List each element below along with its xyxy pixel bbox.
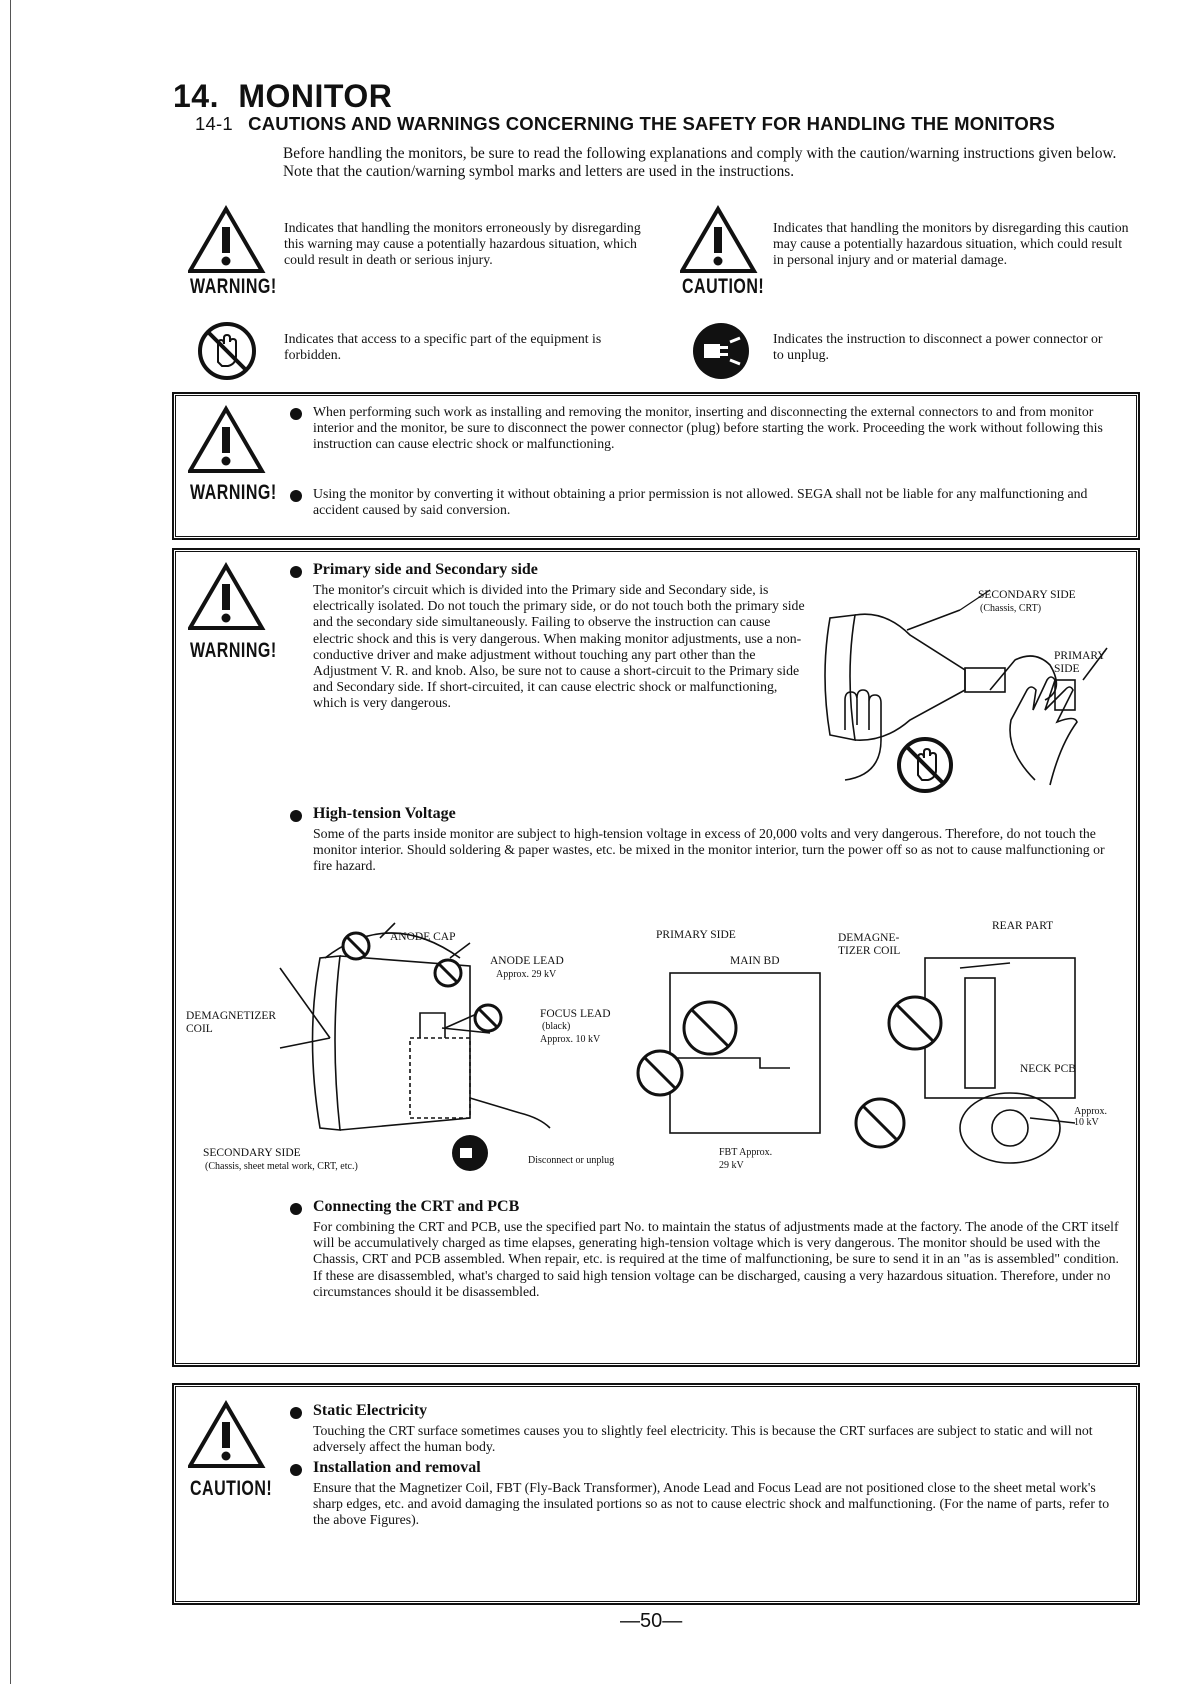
label-approx-line1: Approx. — [1074, 1106, 1108, 1117]
page-margin-line — [10, 0, 11, 1684]
bullet-icon — [290, 1464, 302, 1476]
caution-triangle-icon — [680, 205, 760, 275]
bullet-icon — [290, 810, 302, 822]
warning-description: Indicates that handling the monitors erroneously by disregarding this warning may cause a potentially hazardous situation, which could result in death or serious injury. — [284, 220, 641, 268]
label-secondary-side-bottom-sub: (Chassis, sheet metal work, CRT, etc.) — [205, 1161, 358, 1172]
label-focus-lead: FOCUS LEAD — [540, 1008, 611, 1020]
page-number: —50— — [620, 1610, 683, 1632]
primary-secondary-heading: Primary side and Secondary side — [313, 561, 538, 578]
intro-paragraph: Before handling the monitors, be sure to read the following explanations and comply with the caution/warning instructions given below. Note that the caution/warning symbol marks and letters are used in the instructions. — [283, 145, 1117, 180]
label-primary-side-bottom: PRIMARY SIDE — [656, 929, 736, 941]
section-number: 14. — [173, 78, 219, 114]
label-secondary-side-bottom: SECONDARY SIDE — [203, 1147, 301, 1159]
warning-triangle-icon — [188, 405, 268, 475]
caution-description: Indicates that handling the monitors by disregarding this caution may cause a potentially hazardous situation, which could result in personal injury and or material damage. — [773, 220, 1129, 268]
bullet-icon — [290, 566, 302, 578]
box1-warning-label: WARNING! — [190, 482, 277, 505]
section-heading — [173, 78, 392, 115]
high-tension-heading: High-tension Voltage — [313, 805, 456, 822]
warning-triangle-icon — [188, 562, 268, 632]
primary-secondary-text: The monitor's circuit which is divided into the Primary side and Secondary side, is electrically isolated. Do not touch the primary side, or do not touch both the primary side and the secondary side simultaneously. Failing to observe the instruction can cause electric shock and this is very dangerous. When making monitor adjustments, use a non-conductive driver and make adjustment without touching any part other than the Adjustment V. R. and knob. Also, be sure not to cause a short-circuit to the Primary side and Secondary side. If short-circuited, it can cause electric shock or malfunctioning, which is very dangerous. — [313, 582, 805, 711]
label-anode-cap: ANODE CAP — [390, 931, 456, 943]
label-fbt-line2: 29 kV — [719, 1160, 744, 1171]
unplug-description: Indicates the instruction to disconnect a power connector or to unplug. — [773, 331, 1103, 363]
high-tension-text: Some of the parts inside monitor are subject to high-tension voltage in excess of 20,000 volts and very dangerous. Therefore, do not touch the monitor interior. Should soldering & paper wastes, etc. be mixed in the monitor interior, turn the power off so as not to cause malfunctioning or fire hazard. — [313, 826, 1105, 874]
bullet-icon — [290, 1203, 302, 1215]
box3-caution-label: CAUTION! — [190, 1478, 273, 1501]
label-demagnetizer-coil-line1: DEMAGNE- — [838, 932, 900, 944]
subsection-title: CAUTIONS AND WARNINGS CONCERNING THE SAFETY FOR HANDLING THE MONITORS — [248, 113, 1056, 134]
label-rear-part: REAR PART — [992, 920, 1054, 932]
static-electricity-text: Touching the CRT surface sometimes causes you to slightly feel electricity. This is because the CRT surfaces are subject to static and will not adversely affect the human body. — [313, 1423, 1093, 1455]
label-demagnetizer-line2: COIL — [186, 1023, 213, 1035]
label-main-bd: MAIN BD — [730, 955, 780, 967]
label-fbt-line1: FBT Approx. — [719, 1147, 773, 1158]
crt-pcb-text: For combining the CRT and PCB, use the specified part No. to maintain the status of adjustments made at the factory. The anode of the CRT itself will be accumulatively charged as time elapses, generating high-tension voltage which is very dangerous. The monitor should be used with the Chassis, CRT and PCB assembled. When repair, etc. is required at the time of malfunctioning, be sure to send it in an "as is assembled" condition. If these are disassembled, what's charged to said high tension voltage can be discharged, causing a very hazardous situation. Therefore, under no circumstances should it be disassembled. — [313, 1219, 1119, 1299]
installation-heading: Installation and removal — [313, 1459, 481, 1476]
label-anode-lead: ANODE LEAD — [490, 955, 564, 967]
box1-item-2: Using the monitor by converting it without obtaining a prior permission is not allowed. SEGA shall not be liable for any malfunctioning and accident caused by said conversion. — [313, 486, 1088, 518]
subsection-number: 14-1 — [195, 113, 233, 134]
crt-pcb-heading: Connecting the CRT and PCB — [313, 1198, 520, 1215]
warning-triangle-icon — [188, 205, 268, 275]
label-secondary-side-sub: (Chassis, CRT) — [980, 603, 1042, 614]
subsection-heading — [195, 113, 1055, 135]
warning-label: WARNING! — [190, 276, 277, 299]
label-demagnetizer-line1: DEMAGNETIZER — [186, 1010, 277, 1022]
bullet-icon — [290, 1407, 302, 1419]
no-touch-icon — [196, 320, 258, 382]
label-secondary-side: SECONDARY SIDE — [978, 589, 1076, 601]
section-title: MONITOR — [238, 78, 393, 114]
caution-label: CAUTION! — [682, 276, 765, 299]
unplug-icon — [690, 320, 752, 382]
label-demagnetizer-coil-line2: TIZER COIL — [838, 945, 901, 957]
label-primary-side-line2: SIDE — [1054, 663, 1080, 675]
label-approx-line2: 10 kV — [1074, 1117, 1099, 1128]
static-electricity-heading: Static Electricity — [313, 1402, 428, 1419]
forbidden-description: Indicates that access to a specific part of the equipment is forbidden. — [284, 331, 602, 363]
box2-warning-label: WARNING! — [190, 640, 277, 663]
label-primary-side-line1: PRIMARY — [1054, 650, 1106, 662]
label-focus-lead-voltage: Approx. 10 kV — [540, 1034, 601, 1045]
crt-hands-figure — [815, 580, 1125, 805]
bullet-icon — [290, 408, 302, 420]
monitor-parts-figure — [180, 918, 1125, 1173]
installation-text: Ensure that the Magnetizer Coil, FBT (Fly-Back Transformer), Anode Lead and Focus Lead are not positioned close to the sheet metal work's sharp edges, etc. and avoid damaging the insulated portions so as not to cause electric shock and malfunctioning. (For the name of parts, refer to the above Figures). — [313, 1480, 1110, 1528]
caution-triangle-icon — [188, 1400, 268, 1470]
label-anode-lead-voltage: Approx. 29 kV — [496, 969, 557, 980]
label-neck-pcb: NECK PCB — [1020, 1063, 1076, 1075]
bullet-icon — [290, 490, 302, 502]
box1-item-1: When performing such work as installing and removing the monitor, inserting and disconnecting the external connectors to and from monitor interior and the monitor, be sure to disconnect the power connector (plug) before starting the work. Proceeding the work without following this instruction can cause electric shock or malfunctioning. — [313, 404, 1103, 452]
label-disconnect-unplug: Disconnect or unplug — [528, 1155, 615, 1166]
label-focus-lead-color: (black) — [542, 1021, 571, 1032]
